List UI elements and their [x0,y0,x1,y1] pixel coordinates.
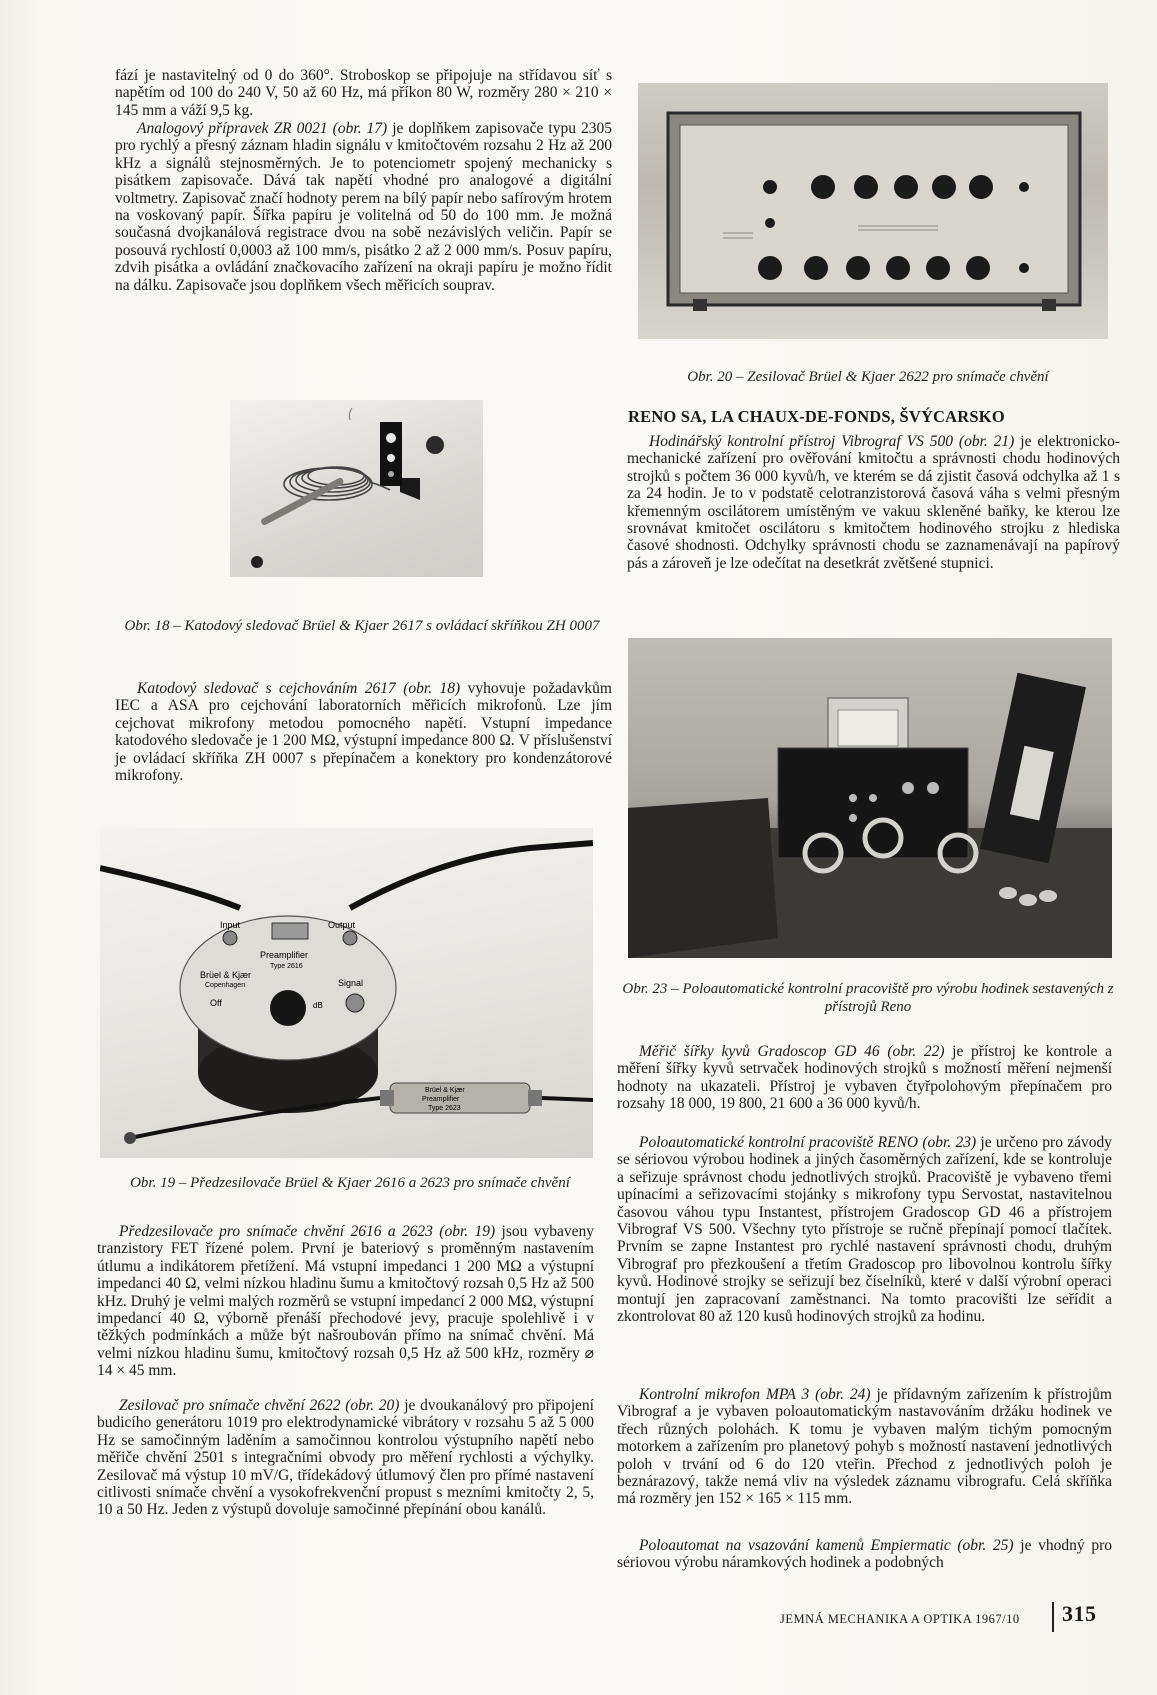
left-mat [628,798,778,958]
paragraph-reno-workstation [617,1134,1112,1325]
footer-separator [1052,1602,1054,1632]
db-label: dB [313,1001,323,1010]
reno-workstation-illustration [628,638,1112,958]
output-connector [343,931,357,945]
section-heading-reno: RENO SA, LA CHAUX-DE-FONDS, ŠVÝCARSKO [628,407,1005,426]
small-preamp-label: Preamplifier [422,1096,460,1103]
paragraph-text: je elektronicko-mechanické zařízení pro ověřování kmitočtu a správnosti chodu hodinových strojků s počtem 36 000 kyvů/h, ve kterém se dá zjistit časová odchylka až 1 s za 24 hodin. Je to v podstatě celotranzistorová časová váha s velmi přesným křemenným oscilátorem umístěným ve vakuu skleněné baňky, ke kterou lze srovnávat kmitočet oscilátoru s kmitočtem hodinového strojku z hlediska časové shodnosti. Odchylky správnosti chodu se zaznamenávají na papírový pás a zároveň je lze odečítat na desetkrát zvětšené stupnici. [627,433,1120,572]
figure-23-photo [628,638,1112,958]
paragraph-lead: Analogový přípravek ZR 0021 (obr. 17) [137,120,388,137]
indicator-lamp [765,218,775,228]
figure-18-caption: Obr. 18 – Katodový sledovač Brüel & Kjaer 2617 s ovládací skříňkou ZH 0007 [124,618,600,634]
figure-20-photo [638,83,1108,339]
paragraph-vibrograf [627,433,1120,572]
paragraph-stroboscope-end [115,67,612,119]
connector-bottom [388,471,394,477]
paragraph-lead: Kontrolní mikrofon MPA 3 (obr. 24) [639,1386,871,1403]
paragraph-lead: Katodový sledovač s cejchováním 2617 (obr. 18) [137,680,461,697]
output-label: Output [328,920,356,930]
amplifier-2622-illustration [638,83,1108,339]
input-connector [223,931,237,945]
connector-mid [387,454,395,462]
paragraph-text: vyhovuje požadavkům IEC a ASA pro cejchování laboratorních měřicích mikrofonů. Lze jím cejchovat mikrofony metodou pomocného napětí. Vstupní impedance katodového sledovače je 1 200 MΩ, výstupní impedance 800 Ω. V příslušenství je ovládací skříňka ZH 0007 s přepínačem a konektory pro kondenzátorové mikrofony. [115,680,612,785]
paragraph-empiermatic [617,1537,1112,1572]
connector-top [386,433,396,443]
brand-label: Brüel & Kjær [200,970,252,980]
input-cable [100,868,240,908]
preamplifiers-illustration [100,828,593,1158]
small-type-label: Type 2623 [428,1105,461,1112]
amplifier-front-panel [680,125,1068,293]
figure-20-caption: Obr. 20 – Zesilovač Brüel & Kjaer 2622 pro snímače chvění [687,369,1049,385]
city-label: Copenhagen [205,982,246,989]
paragraph-text: je dvoukanálový pro připojení budicího generátoru 1019 pro elektrodynamické vibrátory v rozsahu 5 až 5 000 Hz se samočinným laděním a samočinnou kontrolou výstupního napětí nebo měřiče chvění 2501 s integračními obvody pro měření rychlosti a výchylky. Zesilovač má výstup 10 mV/G, třídekádový útlumový člen pro přímé nastavení citlivosti snímače chvění a vysokofrekvenční propust s mezními kmitočty 2, 5, 10 a 50 Hz. Jeden z výstupů dovoluje samočinné přepínání obou kanálů. [97,1397,594,1519]
paragraph-amplifier-2622 [97,1397,594,1519]
paragraph-text: je určeno pro závody se sériovou výrobou hodinek a jiných časoměrných zařízení, kde se kontroluje a seřizuje správnost chodu jednotlivých strojků. Pracoviště je vybaveno třemi upínacími a seřizovacími stojánky s mikrofony typu Servostat, nastavitelnou časovou váhou typu Instantest, přístrojem Gradoscop GD 46 a přístrojem Vibrograf VS 500. Všechny tyto přístroje se ručně přepínají pomocí tlačítek. Prvním se zapne Instantest pro rychlé nastavení správnosti chodu, druhým Vibrograf pro přezkoušení a třetím Gradoscop pro libovolnou kontrolu šířky kyvů. Hodinové strojky se seřizují bez číselníků, které v další výrobní operaci montují jen zapracovaní zaměstnanci. Na tomto pracovišti lze seřídit a zkontrolovat 80 až 120 kusů hodinových strojků za hodinu. [617,1134,1112,1326]
figure-23-caption: Obr. 23 – Poloautomatické kontrolní pracoviště pro výrobu hodinek sestavených z přístrojů Reno [622,981,1114,1015]
input-label: Input [220,920,241,930]
paragraph-text: fází je nastavitelný od 0 do 360°. Stroboskop se připojuje na střídavou síť s napětím od 100 do 240 V, 50 až 60 Hz, má příkon 80 W, rozměry 280 × 210 × 145 mm a váží 9,5 kg. [115,67,612,119]
attenuator-knob [270,990,306,1026]
selector-knob [426,436,444,454]
output-cable [350,843,593,908]
paragraph-cathode-follower [115,680,612,784]
probe-tip [251,556,263,568]
paragraph-lead: Poloautomatické kontrolní pracoviště RENO (obr. 23) [639,1134,977,1151]
paragraph-text: jsou vybaveny tranzistory FET řízené polem. První je bateriový s proměnným nastavením útlumu a indikátorem přetížení. Má vstupní impedanci 1 200 MΩ a výstupní impedanci 40 Ω, velmi nízkou hladinu šumu a kmitočtový rozsah 0,5 Hz až 500 kHz. Druhý je velmi malých rozměrů se vstupní impedancí 2 000 MΩ, výstupní impedancí 40 Ω, výborně přenáší přechodové jevy, pracuje spolehlivě i v těžkých podmínkách a může být našroubován přímo na snímač chvění. Má velmi nízkou hladinu šumu, kmitočtový rozsah 0,5 Hz až 500 kHz, rozměry ⌀ 14 × 45 mm. [97,1223,594,1380]
paragraph-lead: Poloautomat na vsazování kamenů Empiermatic (obr. 25) [639,1537,1014,1554]
paragraph-text: je doplňkem zapisovače typu 2305 pro rychlý a přesný záznam hladin signálu v kmitočtovém rozsahu 2 Hz až 200 kHz a signálů stejnosměrných. Je to potenciometr spojený mechanicky s pisátkem zapisovače. Dává tak napětí vhodné pro analogové a digitální voltmetry. Zapisovač značí hodnoty perem na bílý papír nebo safírovým hrotem na voskovaný papír. Šířka papíru je volitelná od 50 do 100 mm. Je možná současná dvojkanálová registrace dvou na sobě nezávislých veličin. Papír se posouvá rychlostí 0,0003 až 100 mm/s, pisátko 2 až 2 000 mm/s. Posuv papíru, zdvih pisátka a ovládání značkovacího zařízení na okraji papíru je možno řídit na dálku. Zapisovače jsou doplňkem všech měřicích souprav. [115,120,612,294]
paragraph-text: je přístroj ke kontrole a měření šířky kyvů setrvaček hodinových strojků s možností měření nejmenší hodnoty na ukazateli. Přístroj je vybaven čtyřpolohovým přepínačem pro rozsahy 18 000, 19 800, 21 600 a 36 000 kyvů/h. [617,1043,1112,1113]
overload-indicator [272,923,308,939]
preamp-2623-cable-right [542,1098,593,1100]
cathode-follower-probe [260,477,345,526]
page-footer [780,1600,1110,1634]
page-number: 315 [1062,1601,1097,1626]
paragraph-lead: Měřič šířky kyvů Gradoscop GD 46 (obr. 22) [639,1043,945,1060]
paragraph-lead: Předzesilovače pro snímače chvění 2616 a 2623 (obr. 19) [119,1223,496,1240]
off-label: Off [210,998,222,1008]
figure-18-photo [230,400,483,577]
signal-label: Signal [338,978,364,988]
cathode-follower-illustration [230,400,483,577]
paragraph-control-microphone [617,1386,1112,1508]
small-brand-label: Brüel & Kjær [425,1087,465,1094]
paragraph-lead: Zesilovač pro snímače chvění 2622 (obr. 20) [119,1397,400,1414]
paragraph-text: je přídavným zařízením k přístrojům Vibrograf a je vybaven poloautomatickým nastavováním držáku hodinek ve třech různých polohách. K tomu je vybaven malým tichým pomocným motorkem a zařízením pro planetový pohyb s možností nastavení jednotlivých poloh v trvání od 6 do 120 vteřin. Přechod z jednotlivých poloh je beznárazový, takže nemá vliv na výsledek záznamu vibrografu. Celá skříňka má rozměry jen 152 × 165 × 115 mm. [617,1386,1112,1508]
paragraph-lead: Hodinářský kontrolní přístroj Vibrograf VS 500 (obr. 21) [649,433,1015,450]
figure-19-photo [100,828,593,1158]
preamplifier-label: Preamplifier [260,950,309,960]
journal-name: JEMNÁ MECHANIKA A OPTIKA 1967/10 [780,1612,1020,1626]
type-label: Type 2616 [270,963,303,970]
figure-19-caption: Obr. 19 – Předzesilovače Brüel & Kjaer 2616 a 2623 pro snímače chvění [130,1175,570,1191]
paragraph-text: je vhodný pro sériovou výrobu náramkových hodinek a podobných [617,1537,1112,1572]
paragraph-analog-attachment [115,120,612,294]
paragraph-gradoscop [617,1043,1112,1113]
signal-connector [346,994,364,1012]
paragraph-preamplifiers [97,1223,594,1380]
instantest-display [838,710,898,746]
